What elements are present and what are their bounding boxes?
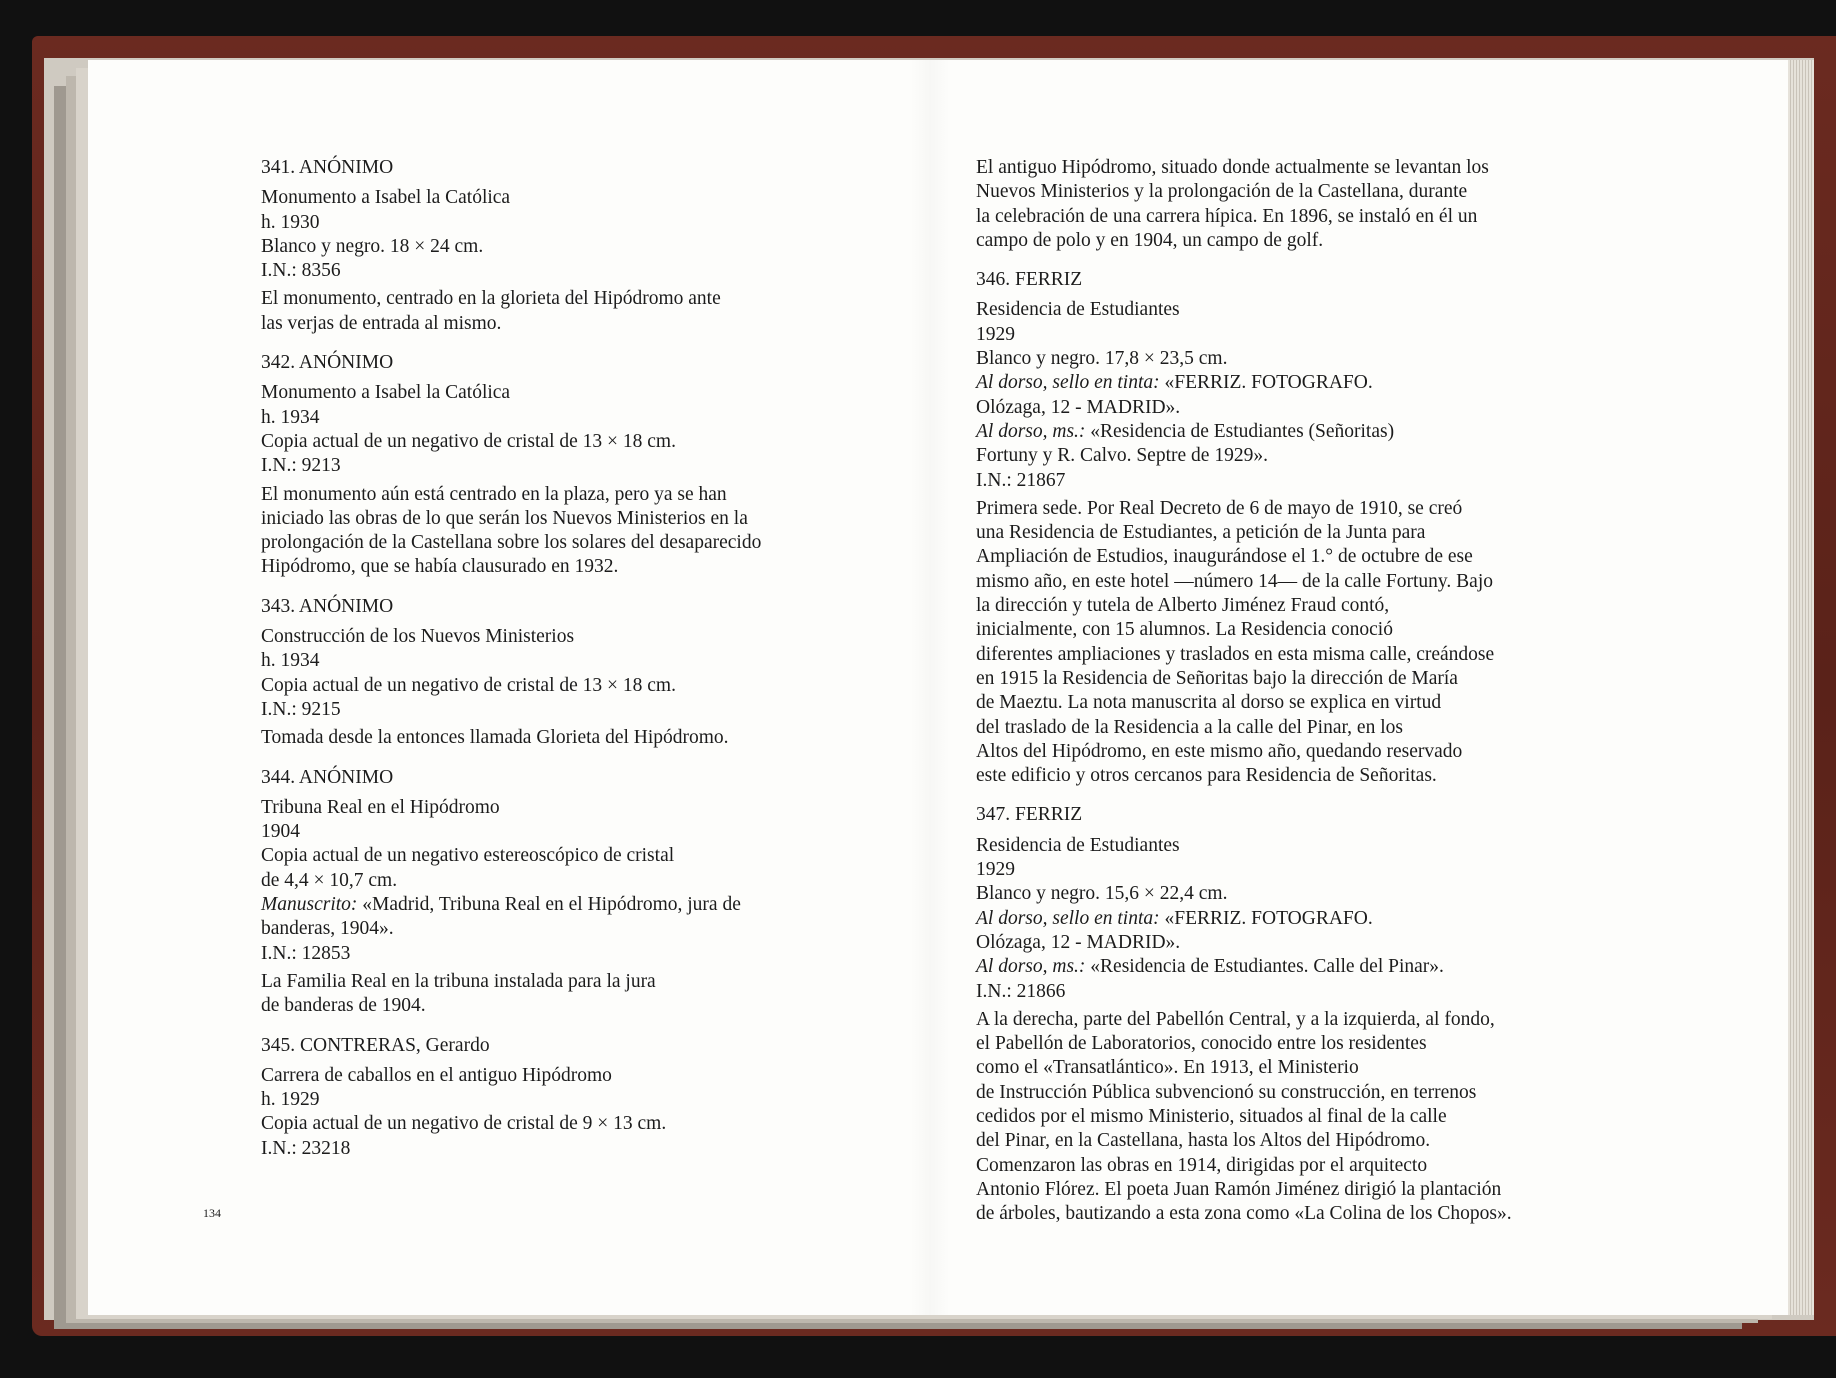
field-text: «FERRIZ. FOTOGRAFO. xyxy=(1159,907,1373,929)
page-number: 134 xyxy=(203,1206,221,1220)
field-label: Al dorso, ms.: xyxy=(976,420,1086,442)
field-text: I.N.: 8356 xyxy=(261,260,341,282)
entry-field xyxy=(261,917,911,941)
field-text: I.N.: 23218 xyxy=(261,1137,351,1159)
description-line: de Instrucción Pública subvencionó su construcción, en terrenos xyxy=(976,1081,1477,1103)
field-text: Blanco y negro. 15,6 × 22,4 cm. xyxy=(976,883,1228,905)
description-line: Altos del Hipódromo, en este mismo año, quedando reservado xyxy=(976,740,1463,762)
field-text: de 4,4 × 10,7 cm. xyxy=(261,869,398,891)
field-text: Tribuna Real en el Hipódromo xyxy=(261,796,500,818)
field-text: «Madrid, Tribuna Real en el Hipódromo, jura de xyxy=(357,894,741,916)
description-line: inicialmente, con 15 alumnos. La Residencia conoció xyxy=(976,619,1393,641)
description-line: Ampliación de Estudios, inaugurándose el 1.° de octubre de ese xyxy=(976,546,1473,568)
entry-field xyxy=(261,406,911,430)
entry-field xyxy=(261,1137,911,1161)
field-label: Al dorso, ms.: xyxy=(976,956,1086,978)
catalog-entry xyxy=(261,1034,911,1161)
entry-field xyxy=(976,980,1636,1004)
continuation-paragraph xyxy=(976,156,1636,253)
entry-field xyxy=(976,882,1636,906)
description-line: Tomada desde la entonces llamada Glorieta del Hipódromo. xyxy=(261,727,729,749)
entry-field xyxy=(261,259,911,283)
entry-field xyxy=(976,907,1636,931)
field-label: Al dorso, sello en tinta: xyxy=(976,372,1160,394)
description-line: de árboles, bautizando a esta zona como «La Colina de los Chopos». xyxy=(976,1203,1512,1225)
entry-field xyxy=(261,796,911,820)
entry-heading: 342. ANÓNIMO xyxy=(261,352,394,374)
entry-heading: 347. FERRIZ xyxy=(976,804,1083,826)
field-text: Residencia de Estudiantes xyxy=(976,299,1180,321)
entry-field xyxy=(976,371,1636,395)
entry-field xyxy=(261,235,911,259)
entry-field xyxy=(261,381,911,405)
right-page-column xyxy=(976,156,1636,1241)
entry-field xyxy=(261,1064,911,1088)
entry-field xyxy=(976,347,1636,371)
entry-description xyxy=(261,287,911,336)
entry-field xyxy=(261,844,911,868)
entry-field xyxy=(976,931,1636,955)
description-line: mismo año, en este hotel —número 14— de la calle Fortuny. Bajo xyxy=(976,570,1493,592)
field-text: I.N.: 12853 xyxy=(261,942,351,964)
field-text: Copia actual de un negativo de cristal de 13 × 18 cm. xyxy=(261,430,676,452)
entry-heading: 344. ANÓNIMO xyxy=(261,766,394,788)
catalog-entry xyxy=(976,268,1636,788)
description-line: iniciado las obras de lo que serán los Nuevos Ministerios en la xyxy=(261,507,748,529)
field-text: Copia actual de un negativo de cristal de 9 × 13 cm. xyxy=(261,1113,667,1135)
field-text: «Residencia de Estudiantes. Calle del Pinar». xyxy=(1085,956,1444,978)
catalog-entry xyxy=(261,766,911,1019)
description-line: del traslado de la Residencia a la calle del Pinar, en los xyxy=(976,716,1403,738)
field-text: h. 1930 xyxy=(261,211,320,233)
entry-field xyxy=(261,186,911,210)
description-line: El antiguo Hipódromo, situado donde actualmente se levantan los xyxy=(976,157,1489,178)
field-text: Olózaga, 12 - MADRID». xyxy=(976,396,1181,418)
field-text: Copia actual de un negativo de cristal de 13 × 18 cm. xyxy=(261,674,676,696)
description-line: Comenzaron las obras en 1914, dirigidas por el arquitecto xyxy=(976,1154,1428,1176)
entry-field xyxy=(976,955,1636,979)
entry-field xyxy=(261,649,911,673)
description-line: campo de polo y en 1904, un campo de golf. xyxy=(976,229,1324,251)
entry-field xyxy=(976,396,1636,420)
field-text: Residencia de Estudiantes xyxy=(976,834,1180,856)
description-line: el Pabellón de Laboratorios, conocido entre los residentes xyxy=(976,1033,1427,1055)
field-text: h. 1934 xyxy=(261,650,320,672)
catalog-entry xyxy=(976,803,1636,1226)
field-text: h. 1929 xyxy=(261,1089,320,1111)
entry-field xyxy=(261,869,911,893)
field-text: banderas, 1904». xyxy=(261,918,394,940)
entry-field xyxy=(976,858,1636,882)
field-label: Manuscrito: xyxy=(261,894,358,916)
left-page-column xyxy=(261,156,911,1176)
description-line: prolongación de la Castellana sobre los solares del desaparecido xyxy=(261,532,762,554)
field-text: Monumento a Isabel la Católica xyxy=(261,382,511,404)
field-text: I.N.: 21867 xyxy=(976,469,1066,491)
description-line: El monumento, centrado en la glorieta del Hipódromo ante xyxy=(261,288,721,310)
description-line: El monumento aún está centrado en la plaza, pero ya se han xyxy=(261,483,727,505)
field-text: Blanco y negro. 18 × 24 cm. xyxy=(261,235,484,257)
entry-field xyxy=(976,444,1636,468)
field-text: I.N.: 9215 xyxy=(261,698,341,720)
entry-field xyxy=(976,298,1636,322)
description-line: este edificio y otros cercanos para Residencia de Señoritas. xyxy=(976,765,1437,787)
entry-field xyxy=(261,1088,911,1112)
description-line: Hipódromo, que se había clausurado en 1932. xyxy=(261,556,619,578)
field-label: Al dorso, sello en tinta: xyxy=(976,907,1160,929)
entry-field xyxy=(976,469,1636,493)
field-text: «FERRIZ. FOTOGRAFO. xyxy=(1159,372,1373,394)
entry-description xyxy=(976,497,1636,789)
entry-field xyxy=(261,430,911,454)
entry-field xyxy=(976,834,1636,858)
entry-field xyxy=(261,942,911,966)
field-text: Copia actual de un negativo estereoscópico de cristal xyxy=(261,845,675,867)
book-gutter xyxy=(910,60,950,1315)
description-line: La Familia Real en la tribuna instalada para la jura xyxy=(261,970,656,992)
field-text: Monumento a Isabel la Católica xyxy=(261,187,511,209)
entry-heading: 346. FERRIZ xyxy=(976,269,1083,291)
field-text: Olózaga, 12 - MADRID». xyxy=(976,931,1181,953)
entry-field xyxy=(261,674,911,698)
entry-field xyxy=(261,893,911,917)
description-line: la dirección y tutela de Alberto Jiménez Fraud contó, xyxy=(976,595,1390,617)
description-line: Antonio Flórez. El poeta Juan Ramón Jiménez dirigió la plantación xyxy=(976,1178,1502,1200)
description-line: de Maeztu. La nota manuscrita al dorso se explica en virtud xyxy=(976,692,1442,714)
description-line: como el «Transatlántico». En 1913, el Ministerio xyxy=(976,1057,1359,1079)
field-text: 1929 xyxy=(976,859,1015,881)
entry-description xyxy=(261,970,911,1019)
catalog-entry xyxy=(261,156,911,336)
field-text: Carrera de caballos en el antiguo Hipódromo xyxy=(261,1064,612,1086)
description-line: Nuevos Ministerios y la prolongación de la Castellana, durante xyxy=(976,181,1468,203)
entry-description xyxy=(261,726,911,750)
field-text: Construcción de los Nuevos Ministerios xyxy=(261,626,575,648)
field-text: «Residencia de Estudiantes (Señoritas) xyxy=(1085,420,1395,442)
entry-heading: 343. ANÓNIMO xyxy=(261,595,394,617)
entry-description xyxy=(261,483,911,580)
description-line: diferentes ampliaciones y traslados en esta misma calle, creándose xyxy=(976,643,1495,665)
entry-field xyxy=(261,1112,911,1136)
description-line: del Pinar, en la Castellana, hasta los Altos del Hipódromo. xyxy=(976,1130,1431,1152)
entry-field xyxy=(261,698,911,722)
description-line: Primera sede. Por Real Decreto de 6 de mayo de 1910, se creó xyxy=(976,497,1463,519)
description-line: de banderas de 1904. xyxy=(261,995,426,1017)
description-line: A la derecha, parte del Pabellón Central, y a la izquierda, al fondo, xyxy=(976,1008,1495,1030)
field-text: h. 1934 xyxy=(261,406,320,428)
entry-heading: 345. CONTRERAS, Gerardo xyxy=(261,1034,490,1056)
description-line: cedidos por el mismo Ministerio, situados al final de la calle xyxy=(976,1105,1447,1127)
entry-field xyxy=(976,323,1636,347)
field-text: Blanco y negro. 17,8 × 23,5 cm. xyxy=(976,348,1228,370)
description-line: en 1915 la Residencia de Señoritas bajo la dirección de María xyxy=(976,667,1458,689)
description-line: las verjas de entrada al mismo. xyxy=(261,312,502,334)
page-edges xyxy=(1788,60,1814,1315)
entry-field xyxy=(261,820,911,844)
entry-heading: 341. ANÓNIMO xyxy=(261,157,394,178)
description-line: una Residencia de Estudiantes, a petición de la Junta para xyxy=(976,522,1426,544)
entry-field xyxy=(261,454,911,478)
catalog-entry xyxy=(261,595,911,751)
field-text: I.N.: 21866 xyxy=(976,980,1066,1002)
entry-field xyxy=(261,211,911,235)
field-text: 1929 xyxy=(976,323,1015,345)
field-text: I.N.: 9213 xyxy=(261,455,341,477)
entry-field xyxy=(976,420,1636,444)
field-text: 1904 xyxy=(261,821,300,843)
description-line: la celebración de una carrera hípica. En 1896, se instaló en él un xyxy=(976,205,1478,227)
entry-field xyxy=(261,625,911,649)
entry-description xyxy=(976,1008,1636,1227)
catalog-entry xyxy=(261,351,911,580)
field-text: Fortuny y R. Calvo. Septre de 1929». xyxy=(976,445,1268,467)
